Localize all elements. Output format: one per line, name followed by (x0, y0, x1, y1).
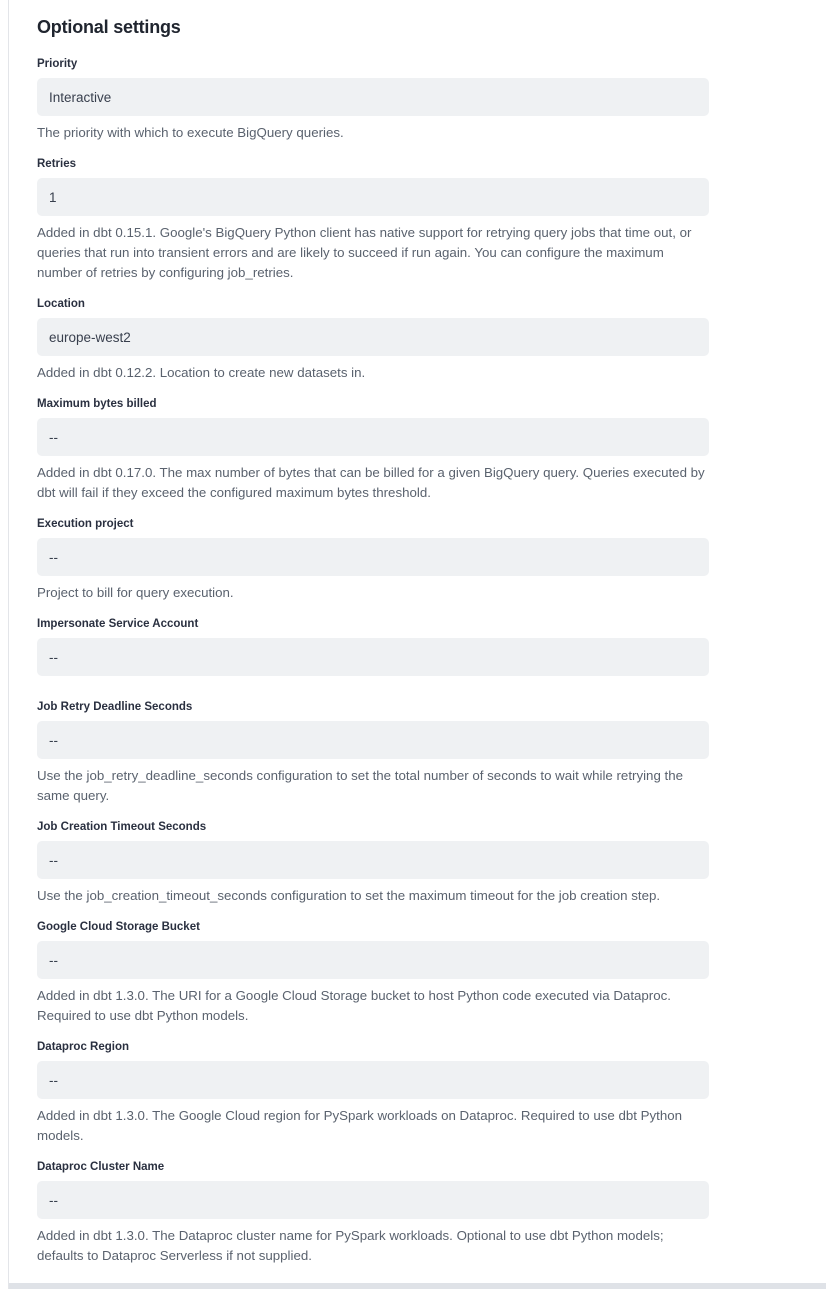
field-dataproc-cluster-name (37, 1161, 709, 1266)
field-label-priority: Priority (37, 58, 78, 70)
help-google-cloud-storage-bucket: Added in dbt 1.3.0. The URI for a Google Cloud Storage bucket to host Python code executed via Dataproc. Required to use dbt Python models. (37, 988, 671, 1023)
field-label-google-cloud-storage-bucket: Google Cloud Storage Bucket (37, 921, 200, 933)
field-job-retry-deadline-seconds (37, 701, 709, 806)
field-label-job-creation-timeout-seconds: Job Creation Timeout Seconds (37, 821, 207, 833)
field-dataproc-region (37, 1041, 709, 1146)
help-priority: The priority with which to execute BigQuery queries. (37, 125, 344, 140)
help-job-creation-timeout-seconds: Use the job_creation_timeout_seconds configuration to set the maximum timeout for the job creation step. (37, 888, 661, 903)
settings-form (37, 58, 709, 1266)
field-label-location: Location (37, 298, 85, 310)
help-dataproc-cluster-name: Added in dbt 1.3.0. The Dataproc cluster name for PySpark workloads. Optional to use dbt Python models; defaults to Dataproc Serverless if not supplied. (37, 1228, 664, 1263)
help-job-retry-deadline-seconds: Use the job_retry_deadline_seconds configuration to set the total number of seconds to wait while retrying the same query. (37, 768, 684, 803)
below-fold-divider (9, 1283, 826, 1289)
field-job-creation-timeout-seconds (37, 821, 709, 906)
panel-left-border (8, 0, 9, 1289)
field-location (37, 298, 709, 383)
field-execution-project (37, 518, 709, 603)
field-impersonate-service-account (37, 618, 709, 676)
field-priority (37, 58, 709, 143)
settings-content (37, 17, 709, 1281)
input-execution-project[interactable] (37, 538, 709, 576)
page-title: Optional settings (37, 17, 181, 37)
field-label-dataproc-cluster-name: Dataproc Cluster Name (37, 1161, 165, 1173)
field-label-execution-project: Execution project (37, 518, 134, 530)
input-dataproc-cluster-name[interactable] (37, 1181, 709, 1219)
help-maximum-bytes-billed: Added in dbt 0.17.0. The max number of bytes that can be billed for a given BigQuery query. Queries executed by dbt will fail if they exceed the configured maximum bytes threshold. (37, 465, 705, 500)
input-impersonate-service-account[interactable] (37, 638, 709, 676)
help-execution-project: Project to bill for query execution. (37, 585, 234, 600)
field-label-impersonate-service-account: Impersonate Service Account (37, 618, 199, 630)
input-retries[interactable] (37, 178, 709, 216)
input-job-retry-deadline-seconds[interactable] (37, 721, 709, 759)
help-dataproc-region: Added in dbt 1.3.0. The Google Cloud region for PySpark workloads on Dataproc. Required to use dbt Python models. (37, 1108, 683, 1143)
field-label-dataproc-region: Dataproc Region (37, 1041, 130, 1053)
input-location[interactable] (37, 318, 709, 356)
input-job-creation-timeout-seconds[interactable] (37, 841, 709, 879)
field-label-maximum-bytes-billed: Maximum bytes billed (37, 398, 157, 410)
input-dataproc-region[interactable] (37, 1061, 709, 1099)
input-google-cloud-storage-bucket[interactable] (37, 941, 709, 979)
input-priority[interactable] (37, 78, 709, 116)
field-google-cloud-storage-bucket (37, 921, 709, 1026)
help-location: Added in dbt 0.12.2. Location to create new datasets in. (37, 365, 366, 380)
input-maximum-bytes-billed[interactable] (37, 418, 709, 456)
field-retries (37, 158, 709, 283)
field-label-retries: Retries (37, 158, 76, 170)
field-label-job-retry-deadline-seconds: Job Retry Deadline Seconds (37, 701, 193, 713)
field-maximum-bytes-billed (37, 398, 709, 503)
help-retries: Added in dbt 0.15.1. Google's BigQuery Python client has native support for retrying query jobs that time out, or queries that run into transient errors and are likely to succeed if run again. You can configure the maximum number of retries by configuring job_retries. (37, 225, 692, 280)
